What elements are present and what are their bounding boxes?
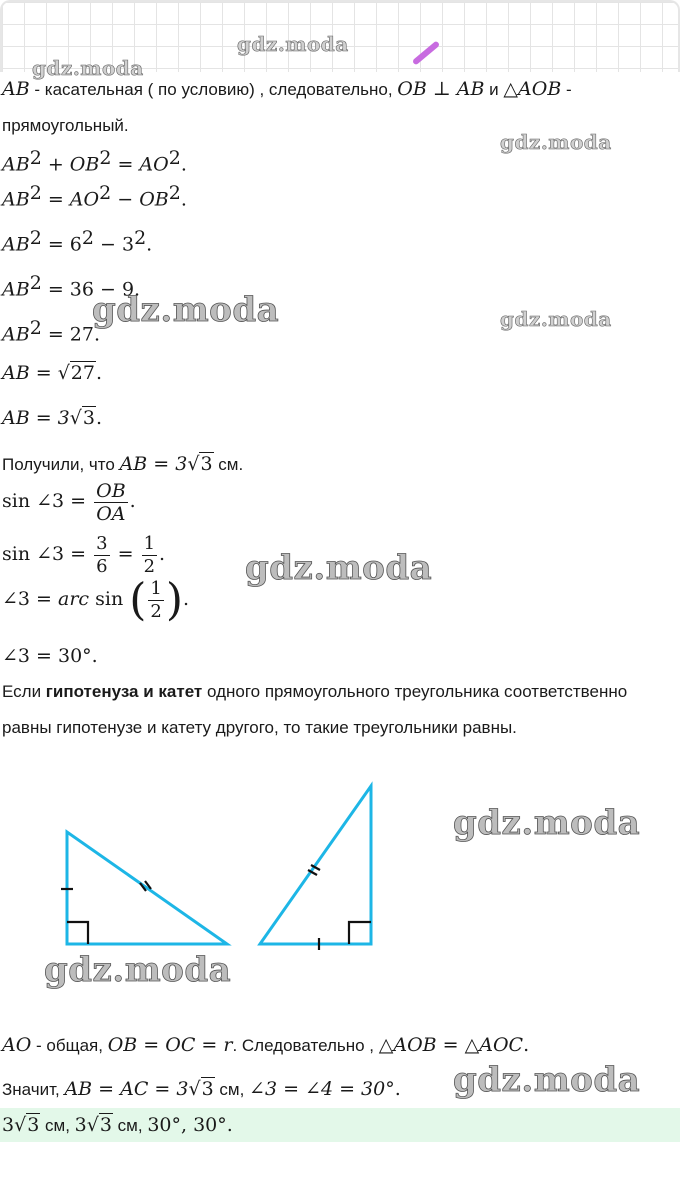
watermark: gdz.moda bbox=[500, 130, 612, 154]
watermark: gdz.moda bbox=[245, 548, 433, 588]
line-pythagoras: $AB^2 + OB^2 = AO^2$. bbox=[2, 147, 187, 176]
line-substitute: $AB^2 = 6^2 - 3^2$. bbox=[2, 227, 153, 256]
line-sin-ob-oa: sin ∠3 = $\frac{OB}{OA}$ . bbox=[2, 480, 136, 525]
line-angle-30: ∠3 = 30°. bbox=[2, 645, 98, 667]
line-result-27: $AB^2 = 27$. bbox=[2, 317, 100, 346]
line-ab-squared: $AB^2 = AO^2 - OB^2$. bbox=[2, 182, 187, 211]
line-got-ab: Получили, что AB = 3√3 см. bbox=[2, 453, 244, 475]
watermark: gdz.moda bbox=[453, 1060, 641, 1100]
line-arcsin: ∠3 = arc sin ( $\frac{1}{2}$ ). bbox=[2, 574, 190, 626]
triangle-left bbox=[67, 832, 227, 944]
line-sin-value: sin ∠3 = $\frac{3}{6}$ = $\frac{1}{2}$ . bbox=[2, 533, 166, 577]
watermark: gdz.moda bbox=[500, 307, 612, 331]
line-3sqrt3: AB = 3√3. bbox=[2, 407, 103, 429]
right-angle-mark-left bbox=[67, 922, 88, 944]
line-congruent: AO - общая, OB = OC = r. Следовательно , △AOB = △AOC. bbox=[2, 1034, 530, 1056]
line-sqrt-27: AB = √27. bbox=[2, 362, 103, 384]
watermark: gdz.moda bbox=[32, 56, 144, 80]
line-theorem: Если гипотенуза и катет одного прямоугольного треугольника соответственно bbox=[2, 682, 628, 701]
line-tangent: AB - касательная ( по условию) , следовательно, OB ⊥ AB и △AOB - bbox=[2, 78, 572, 100]
watermark: gdz.moda bbox=[44, 950, 232, 990]
watermark: gdz.moda bbox=[453, 803, 641, 843]
line-subtract: $AB^2 = 36 - 9$. bbox=[2, 272, 141, 301]
line-theorem-cont: равны гипотенузе и катету другого, то такие треугольники равны. bbox=[2, 718, 517, 737]
watermark: gdz.moda bbox=[92, 290, 280, 330]
answer-line: 3√3 см, 3√3 см, 30°, 30°. bbox=[2, 1114, 233, 1136]
right-angle-mark-right bbox=[349, 922, 371, 944]
line-conclusion: Значит, AB = AC = 3√3 см, ∠3 = ∠4 = 30°. bbox=[2, 1078, 401, 1100]
watermark: gdz.moda bbox=[237, 32, 349, 56]
triangle-right bbox=[260, 786, 371, 944]
line-right-triangle: прямоугольный. bbox=[2, 116, 129, 135]
